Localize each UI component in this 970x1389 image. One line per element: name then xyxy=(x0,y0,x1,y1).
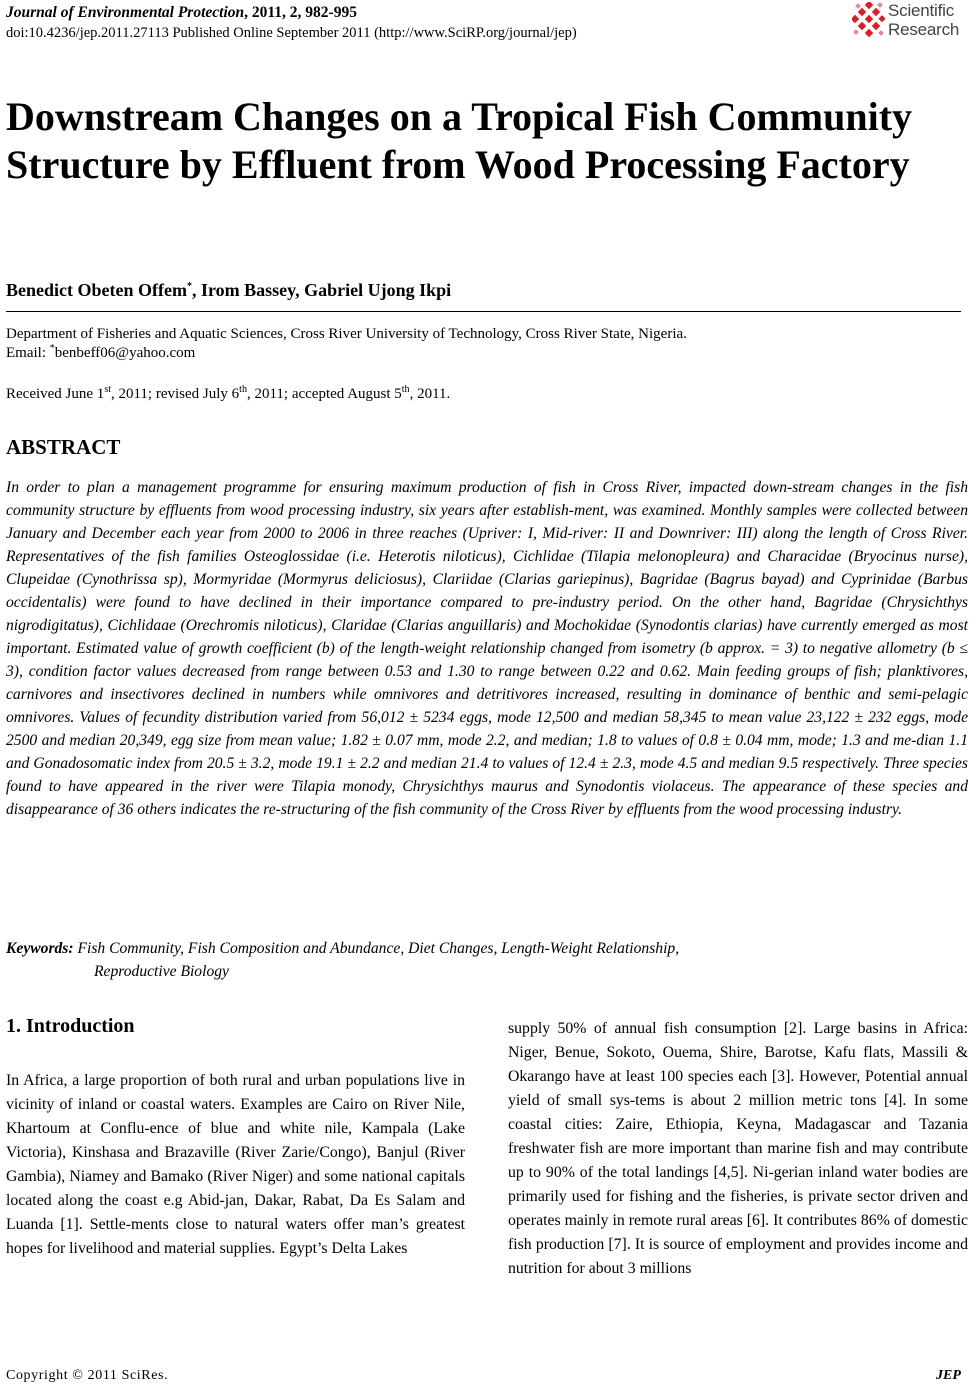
keywords-line-2: Reproductive Biology xyxy=(94,963,229,980)
corresponding-mark: * xyxy=(186,281,192,292)
journal-name: Journal of Environmental Protection xyxy=(6,4,245,21)
journal-citation xyxy=(6,4,357,22)
journal-volume: , 2011, 2, 982-995 xyxy=(244,4,357,21)
publisher-logo xyxy=(852,0,970,44)
intro-right-column: supply 50% of annual fish consumption [2]. Large basins in Africa: Niger, Benue, Sokoto, Ouema, Shire, Barotse, Kafu flats, Massili & Okarango have at least 100 species each [3]. However, Potential annual yield of small sys-tems is about 2 million metric tons [4]. In some coastal cities: Zaire, Ethiopia, Keyna, Madagascar and Tazania freshwater fish are more important than marine fish and may contribute up to 90% of the total landings [4,5]. Ni-gerian inland water bodies are primarily used for fishing and the fisheries, is private sector driven and operates mainly in remote rural areas [6]. It contributes 86% of domestic fish production [7]. It is source of employment and provides income and nutrition for about 3 millions xyxy=(508,1020,968,1277)
section-heading-introduction: 1. Introduction xyxy=(6,1015,135,1037)
scirp-logo-icon xyxy=(852,2,886,42)
intro-left-column: In Africa, a large proportion of both rural and urban populations live in vicinity of inland or coastal waters. Examples are Cairo on River Nile, Khartoum at Conflu-ence of blue and white nile, Kampala (Lake Victoria), Kinshasa and Brazaville (River Zarie/Congo), Banjul (River Gambia), Niamey and Bamako (River Niger) and some national capitals located along the coast e.g Abid-jan, Dakar, Rabat, Da Es Salam and Luanda [1]. Settle-ments close to natural waters offer man’s greatest hopes for livelihood and material supplies. Egypt’s Delta Lakes xyxy=(6,1072,465,1257)
received-date: Received June 1 xyxy=(6,386,105,402)
email-address[interactable]: benbeff06@yahoo.com xyxy=(54,345,196,361)
doi-line: doi:10.4236/jep.2011.27113 Published Online September 2011 (http://www.SciRP.org/journal/jep) xyxy=(6,25,577,41)
accepted-date: , 2011; accepted August 5 xyxy=(246,386,402,402)
abstract-text: In order to plan a management programme for ensuring maximum production of fish in Cross River, impacted down-stream changes in the fish community structure by effluents from wood processing industry, six years after establish-ment, was examined. Monthly samples were collected between January and December each year from 2000 to 2006 in three reaches (Upriver: I, Mid-river: II and Downriver: III) along the length of Cross River. Representatives of the fish families Osteoglossidae (i.e. Heterotis niloticus), Cichlidae (Tilapia melonopleura) and Characidae (Bryocinus nurse), Clupeidae (Cynothrissa sp), Mormyridae (Mormyrus deliciosus), Clariidae (Clarias gariepinus), Bagridae (Bagrus bayad) and Cyprinidae (Barbus occidentalis) were found to have declined in their importance compared to pre-industry period. On the other hand, Bagridae (Chrysichthys nigrodigitatus), Cichlidaae (Orechromis niloticus), Claridae (Clarias anguillaris) and Mochokidae (Synodontis clarias) have currently emerged as most important. Estimated value of growth coefficient (b) of the length-weight relationship changed from isometry (b approx. = 3) to negative allometry (b ≤ 3), condition factor values decreased from range between 0.53 and 1.30 to range between 0.22 and 0.62. Main feeding groups of fish; planktivores, carnivores and insectivores declined in numbers while omnivores and detritivores increased, resulting in dominance of benthic and semi-pelagic omnivores. Values of fecundity distribution varied from 56,012 ± 5234 eggs, mode 12,500 and median 58,345 to mean value 23,122 ± 232 eggs, mode 2500 and median 20,349, egg size from mean value; 1.82 ± 0.07 mm, mode 2.2, and median; 1.8 to values of 0.8 ± 0.04 mm, mode; 1.3 and me-dian 1.1 and Gonadosomatic index from 20.5 ± 3.2, mode 19.1 ± 2.2 and median 21.4 to values of 12.4 ± 2.3, mode 4.5 and median 9.5 respectively. Three species found to have appeared in the river were Tilapia monody, Chrysichthys maurus and Synodontis violaceus. The appearance of these species and disappearance of 36 others indicates the re-structuring of the fish community of the Cross River by effluents from the wood processing industry. xyxy=(6,479,968,818)
logo-text xyxy=(888,1,959,39)
footer-journal-abbr: JEP xyxy=(936,1368,961,1383)
author-first: Benedict Obeten Offem xyxy=(6,280,187,300)
revised-date-suffix: th xyxy=(239,384,247,395)
email-mark: * xyxy=(49,343,55,354)
affiliation: Department of Fisheries and Aquatic Sciences, Cross River University of Technology, Cross River State, Nigeria. xyxy=(6,326,687,342)
paper-title: Downstream Changes on a Tropical Fish Community Structure by Effluent from Wood Processing Factory xyxy=(6,94,913,187)
header-divider xyxy=(6,311,961,312)
revised-date: , 2011; revised July 6 xyxy=(110,386,240,402)
keywords-line-1: Fish Community, Fish Composition and Abundance, Diet Changes, Length-Weight Relationship, xyxy=(73,940,680,957)
accepted-date-suffix: th xyxy=(401,384,410,395)
received-date-suffix: st xyxy=(104,384,111,395)
author-rest: , Irom Bassey, Gabriel Ujong Ikpi xyxy=(191,280,452,300)
logo-line-1: Scientific xyxy=(888,1,955,20)
logo-line-2: Research xyxy=(888,20,960,39)
author-list xyxy=(6,280,451,301)
affiliation-block xyxy=(6,325,687,363)
publication-dates xyxy=(6,386,450,403)
keywords-block xyxy=(6,937,926,983)
email-label: Email: xyxy=(6,345,50,361)
footer-copyright: Copyright © 2011 SciRes. xyxy=(6,1368,169,1383)
email-line xyxy=(6,344,687,363)
dates-end: , 2011. xyxy=(409,386,451,402)
abstract-heading: ABSTRACT xyxy=(6,435,121,459)
keywords-label: Keywords: xyxy=(6,940,74,957)
